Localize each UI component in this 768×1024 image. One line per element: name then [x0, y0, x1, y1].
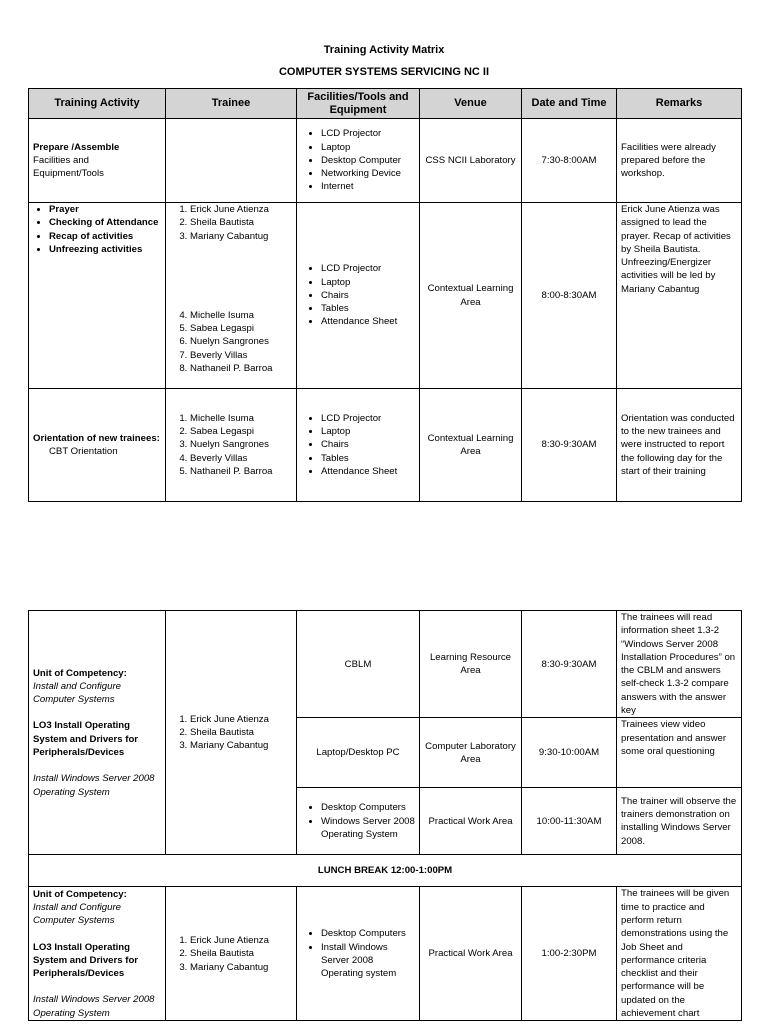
remarks-cell: The trainees will be given time to practice and perform return demonstrations using the Job Sheet and performance criteria checklist and their performance will be updated on the achievement chart — [617, 887, 742, 1021]
trainee-cell — [166, 611, 297, 855]
facilities-list — [301, 127, 415, 193]
list-item: 1. Erick June Atienza — [190, 713, 292, 726]
document-subtitle: COMPUTER SYSTEMS SERVICING NC II — [278, 66, 490, 78]
list-item: 3. Mariany Cabantug — [190, 739, 292, 752]
time-cell: 8:30-9:30AM — [522, 611, 617, 718]
table-row — [29, 119, 742, 203]
venue-cell: Computer Laboratory Area — [420, 718, 522, 788]
table-row — [29, 389, 742, 502]
header-trainee: Trainee — [166, 89, 297, 119]
training-matrix-table-continued — [28, 610, 742, 1021]
list-item: 2. Sheila Bautista — [190, 216, 292, 229]
time-cell: 8:00-8:30AM — [522, 203, 617, 389]
list-item: • Install Windows Server 2008 Operating system — [321, 941, 415, 981]
list-item: 3. Nuelyn Sangrones — [190, 438, 292, 451]
activity-detail: CBT Orientation — [49, 446, 118, 457]
list-item: • Laptop — [321, 425, 415, 438]
list-item: • Attendance Sheet — [321, 315, 415, 328]
list-item: 1. Erick June Atienza — [190, 203, 292, 216]
list-item: • Desktop Computers — [321, 801, 415, 814]
venue-cell: CSS NCII Laboratory — [420, 119, 522, 203]
list-item: 4. Beverly Villas — [190, 452, 292, 465]
activity-title: Orientation of new trainees: — [33, 432, 160, 444]
table-row — [29, 203, 742, 389]
lunch-break-row — [29, 855, 742, 887]
facilities-cell — [297, 389, 420, 502]
list-item: 5. Nathaneil P. Barroa — [190, 465, 292, 478]
document-title: Training Activity Matrix — [323, 44, 445, 56]
list-item: • Laptop — [321, 276, 415, 289]
facilities-list — [301, 801, 415, 841]
header-facilities: Facilities/Tools and Equipment — [297, 89, 420, 119]
learning-outcome: LO3 Install Operating System and Drivers for Peripherals/Devices — [33, 720, 139, 758]
table-header-row — [29, 89, 742, 119]
list-item: • Recap of activities — [49, 230, 161, 243]
list-item: • Windows Server 2008 Operating System — [321, 815, 415, 842]
activity-cell — [29, 119, 166, 203]
list-item: • LCD Projector — [321, 262, 415, 275]
header-date-time: Date and Time — [522, 89, 617, 119]
remarks-cell: Trainees view video presentation and answer some oral questioning — [617, 718, 742, 788]
unit-label: Unit of Competency: — [33, 888, 127, 900]
trainee-list — [170, 713, 292, 753]
facilities-cell — [297, 119, 420, 203]
list-item: • Attendance Sheet — [321, 465, 415, 478]
list-item: • Desktop Computers — [321, 927, 415, 940]
venue-cell: Practical Work Area — [420, 788, 522, 855]
facilities-cell — [297, 788, 420, 855]
unit-value: Install and Configure Computer Systems — [33, 901, 121, 927]
activity-detail: Facilities and Equipment/Tools — [33, 154, 104, 180]
facilities-cell: CBLM — [297, 611, 420, 718]
time-cell: 1:00-2:30PM — [522, 887, 617, 1021]
header-training-activity: Training Activity — [29, 89, 166, 119]
list-item: • Desktop Computer — [321, 154, 415, 167]
list-item: 1. Michelle Isuma — [190, 412, 292, 425]
list-item: • LCD Projector — [321, 127, 415, 140]
list-item: 8. Nathaneil P. Barroa — [190, 362, 292, 375]
training-matrix-table — [28, 88, 742, 502]
trainee-list — [170, 934, 292, 974]
list-item: 1. Erick June Atienza — [190, 934, 292, 947]
list-item: • Networking Device — [321, 167, 415, 180]
unit-value: Install and Configure Computer Systems — [33, 680, 121, 706]
list-item: • Tables — [321, 302, 415, 315]
time-cell: 7:30-8:00AM — [522, 119, 617, 203]
remarks-cell: The trainees will read information sheet 1.3-2 “Windows Server 2008 Installation Procedures” on the CBLM and answers self-check 1.3-2 compare answers with the answer key — [617, 611, 742, 718]
time-cell: 10:00-11:30AM — [522, 788, 617, 855]
learning-outcome: LO3 Install Operating System and Drivers for Peripherals/Devices — [33, 941, 139, 980]
header-remarks: Remarks — [617, 89, 742, 119]
remarks-cell: Erick June Atienza was assigned to lead the prayer. Recap of activities by Sheila Bautista. Unfreezing/Energizer activities will be led by Mariany Cabantug — [617, 203, 742, 389]
facilities-list — [301, 412, 415, 478]
trainee-cell — [166, 389, 297, 502]
time-cell: 8:30-9:30AM — [522, 389, 617, 502]
list-item: 5. Sabea Legaspi — [190, 322, 292, 335]
trainee-cell — [166, 203, 297, 389]
facilities-cell — [297, 887, 420, 1021]
unit-label: Unit of Competency: — [33, 667, 127, 679]
facilities-list — [301, 927, 415, 980]
list-item: 6. Nuelyn Sangrones — [190, 335, 292, 348]
list-item: • Tables — [321, 452, 415, 465]
list-item: 3. Mariany Cabantug — [190, 230, 292, 243]
list-item: 2. Sabea Legaspi — [190, 425, 292, 438]
venue-cell: Contextual Learning Area — [420, 389, 522, 502]
activity-list — [33, 203, 161, 256]
venue-cell: Learning Resource Area — [420, 611, 522, 718]
list-item: 3. Mariany Cabantug — [190, 961, 292, 974]
list-item: 2. Sheila Bautista — [190, 947, 292, 960]
list-item: • Prayer — [49, 203, 161, 216]
remarks-cell: The trainer will observe the trainers demonstration on installing Windows Server 2008. — [617, 788, 742, 855]
remarks-cell: Facilities were already prepared before the workshop. — [617, 119, 742, 203]
list-item: • Internet — [321, 180, 415, 193]
list-item: • Checking of Attendance — [49, 216, 161, 229]
time-cell: 9:30-10:00AM — [522, 718, 617, 788]
list-item: 2. Sheila Bautista — [190, 726, 292, 739]
trainee-cell — [166, 887, 297, 1021]
activity-cell — [29, 887, 166, 1021]
list-item: • Unfreezing activities — [49, 243, 161, 256]
trainee-list — [170, 309, 292, 375]
venue-cell: Practical Work Area — [420, 887, 522, 1021]
header-venue: Venue — [420, 89, 522, 119]
venue-cell: Contextual Learning Area — [420, 203, 522, 389]
activity-title: Prepare /Assemble — [33, 141, 120, 153]
facilities-cell: Laptop/Desktop PC — [297, 718, 420, 788]
remarks-cell: Orientation was conducted to the new trainees and were instructed to report the following day for the start of their training — [617, 389, 742, 502]
activity-cell — [29, 203, 166, 389]
trainee-list — [170, 412, 292, 478]
list-item: • Chairs — [321, 438, 415, 451]
list-item: 4. Michelle Isuma — [190, 309, 292, 322]
list-item: • Chairs — [321, 289, 415, 302]
activity-cell — [29, 389, 166, 502]
table-row — [29, 887, 742, 1021]
activity-cell — [29, 611, 166, 855]
facilities-cell — [297, 203, 420, 389]
trainee-list — [170, 203, 292, 243]
facilities-list — [301, 262, 415, 328]
list-item: • LCD Projector — [321, 412, 415, 425]
list-item: • Laptop — [321, 141, 415, 154]
table-row — [29, 611, 742, 718]
task-label: Install Windows Server 2008 Operating System — [33, 994, 155, 1019]
task-label: Install Windows Server 2008 Operating System — [33, 773, 155, 798]
trainee-cell — [166, 119, 297, 203]
list-item: 7. Beverly Villas — [190, 349, 292, 362]
lunch-break-label: LUNCH BREAK 12:00-1:00PM — [29, 855, 742, 887]
